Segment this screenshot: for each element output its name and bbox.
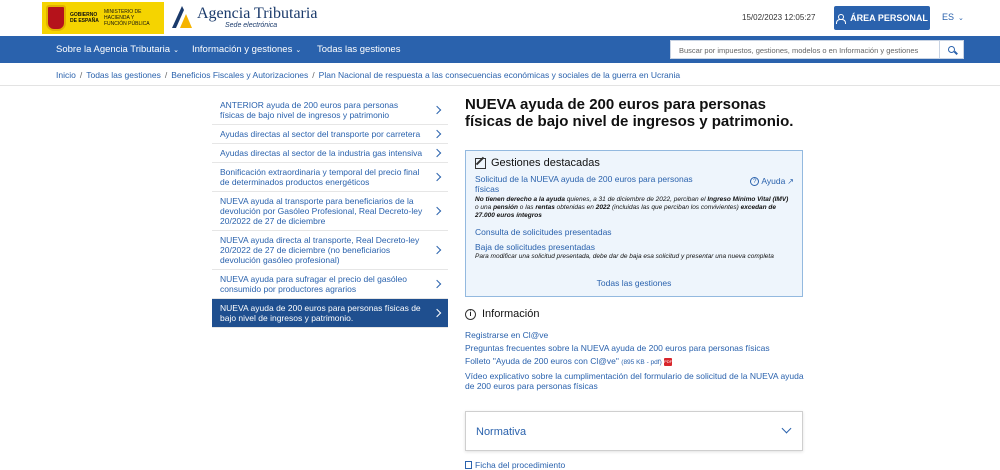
sidebar-item-label: Bonificación extraordinaria y temporal del precio final de determinados productos energéticos [220, 167, 420, 187]
sidebar [212, 96, 448, 328]
user-icon [836, 14, 844, 23]
chevron-right-icon [433, 173, 441, 181]
chevron-right-icon [433, 309, 441, 317]
gestiones-destacadas-panel [465, 150, 803, 297]
main-navbar [0, 36, 1000, 63]
chevron-down-icon [782, 424, 792, 434]
folleto-label: Folleto "Ayuda de 200 euros con Cl@ve" [465, 356, 619, 366]
top-bar [0, 0, 1000, 36]
page-title: NUEVA ayuda de 200 euros para personas físicas de bajo nivel de ingresos y patrimonio. [465, 96, 794, 130]
nota-modificar: Para modificar una solicitud presentada, debe dar de baja esa solicitud y presentar una nueva completa [475, 253, 774, 260]
sidebar-item-label: NUEVA ayuda para sufragar el precio del gasóleo consumido por productores agrarios [220, 274, 407, 294]
sidebar-item-nueva-ayuda-200[interactable] [212, 299, 448, 328]
sidebar-item-label: NUEVA ayuda de 200 euros para personas físicas de bajo nivel de ingresos y patrimonio. [220, 303, 421, 323]
informacion-heading [465, 308, 805, 320]
link-todas-gestiones[interactable]: Todas las gestiones [596, 278, 672, 288]
link-ficha-procedimiento[interactable] [465, 460, 565, 470]
area-personal-label: ÁREA PERSONAL [850, 13, 928, 23]
sidebar-item-label: NUEVA ayuda directa al transporte, Real Decreto-ley 20/2022 de 27 de diciembre (no beneficiarios devolución gasóleo profesional) [220, 235, 420, 265]
sidebar-item-gasoleo-profesional[interactable] [212, 192, 448, 231]
breadcrumb-item-todas-gestiones[interactable]: Todas las gestiones [86, 70, 161, 80]
language-selector[interactable] [942, 12, 964, 22]
current-datetime: 15/02/2023 12:05:27 [742, 13, 816, 22]
nav-informacion-gestiones[interactable] [192, 44, 301, 55]
brand-subtitle: Sede electrónica [225, 21, 278, 29]
brand-name: Agencia Tributaria [197, 4, 318, 22]
informacion-section [465, 308, 805, 394]
chevron-down-icon: ⌄ [958, 15, 964, 22]
gov-logo-text: GOBIERNO DE ESPAÑA [70, 12, 99, 24]
nav-item-label: Información y gestiones [192, 44, 293, 55]
sidebar-item-bonificacion[interactable] [212, 163, 448, 192]
breadcrumb-item-beneficios-fiscales[interactable]: Beneficios Fiscales y Autorizaciones [171, 70, 309, 80]
ficha-label: Ficha del procedimiento [475, 460, 566, 470]
area-personal-button[interactable] [834, 6, 930, 30]
sidebar-item-label: Ayudas directas al sector de la industria gas intensiva [220, 148, 423, 158]
chevron-right-icon [433, 149, 441, 157]
language-label: ES [942, 12, 955, 22]
main-content [465, 96, 805, 130]
help-icon: ? [750, 177, 759, 186]
search-input[interactable]: Buscar por impuestos, gestiones, modelos o en Información y gestiones [670, 40, 940, 59]
breadcrumb-item-inicio[interactable]: Inicio [56, 70, 76, 80]
nav-todas-gestiones[interactable] [317, 44, 400, 55]
divider [0, 85, 1000, 86]
chevron-down-icon: ⌄ [295, 47, 302, 54]
search-icon [948, 46, 955, 53]
edit-icon [475, 158, 486, 169]
nav-sobre-agencia[interactable] [56, 44, 179, 55]
link-registrarse-clave[interactable]: Registrarse en Cl@ve [465, 330, 549, 340]
agencia-tributaria-mark-icon [170, 4, 194, 30]
chevron-right-icon [433, 207, 441, 215]
chevron-down-icon: ⌄ [173, 47, 179, 54]
link-video-explicativo[interactable]: Vídeo explicativo sobre la cumplimentación del formulario de solicitud de la NUEVA ayuda de 200 euros para personas físicas [465, 371, 804, 391]
pdf-icon: PDF [664, 358, 673, 364]
link-consulta-solicitudes[interactable]: Consulta de solicitudes presentadas [475, 227, 612, 237]
ministry-logo-text: MINISTERIO DE HACIENDA Y FUNCIÓN PÚBLICA [104, 9, 150, 27]
breadcrumb-item-plan-nacional[interactable]: Plan Nacional de respuesta a las consecuencias económicas y sociales de la guerra en Ucrania [318, 70, 681, 80]
nav-item-label: Todas las gestiones [317, 44, 401, 55]
sidebar-item-label: Ayudas directas al sector del transporte por carretera [220, 129, 421, 139]
info-icon: i [465, 309, 476, 320]
chevron-right-icon [433, 246, 441, 254]
breadcrumb: Inicio / Todas las gestiones / Beneficios Fiscales y Autorizaciones / Plan Nacional de respuesta a las consecuencias económicas y sociales de la guerra en Ucrania [56, 70, 681, 80]
agencia-tributaria-logo[interactable] [170, 4, 317, 30]
ayuda-label: Ayuda [761, 176, 786, 186]
document-icon [465, 461, 472, 469]
sidebar-item-label: ANTERIOR ayuda de 200 euros para personas físicas de bajo nivel de ingresos y patrimonio [220, 100, 399, 120]
chevron-right-icon [433, 130, 441, 138]
nav-item-label: Sobre la Agencia Tributaria [56, 44, 171, 55]
link-solicitud[interactable]: Solicitud de la NUEVA ayuda de 200 euros para personas físicas [475, 174, 693, 194]
sidebar-item-anterior-ayuda[interactable] [212, 96, 448, 125]
nota-derecho-ayuda: No tienen derecho a la ayuda quienes, a 31 de diciembre de 2022, perciban el Ingreso Mínimo Vital (IMV) o una pensión o las rentas obtenidas en 2022 (incluidas las que perciban los convivientes) excedan de 27.000 euros íntegros [475, 196, 789, 219]
ayuda-link[interactable] [750, 176, 794, 186]
normativa-label: Normativa [476, 426, 527, 438]
gestiones-heading [475, 157, 793, 169]
normativa-accordion[interactable] [465, 411, 803, 451]
gobierno-espana-logo[interactable] [42, 2, 164, 34]
sidebar-item-transporte-carretera[interactable] [212, 125, 448, 144]
link-preguntas-frecuentes[interactable]: Preguntas frecuentes sobre la NUEVA ayuda de 200 euros para personas físicas [465, 343, 770, 353]
sidebar-item-label: NUEVA ayuda al transporte para beneficiarios de la devolución por Gasóleo Profesional, Real Decreto-ley 20/2022 de 27 de diciembre [220, 196, 423, 226]
coat-of-arms-icon [46, 5, 66, 31]
link-folleto[interactable] [465, 356, 805, 368]
external-link-icon: ↗ [787, 176, 794, 186]
sidebar-item-productores-agrarios[interactable] [212, 270, 448, 299]
sidebar-item-transporte-directa[interactable] [212, 231, 448, 270]
gestiones-heading-text: Gestiones destacadas [491, 157, 600, 169]
chevron-right-icon [433, 106, 441, 114]
sidebar-item-industria-gas[interactable] [212, 144, 448, 163]
link-baja-solicitudes[interactable]: Baja de solicitudes presentadas [475, 242, 596, 252]
search-button[interactable] [940, 40, 964, 59]
folleto-meta: (895 KB - pdf) [621, 359, 662, 366]
informacion-heading-text: Información [482, 308, 540, 320]
chevron-right-icon [433, 280, 441, 288]
